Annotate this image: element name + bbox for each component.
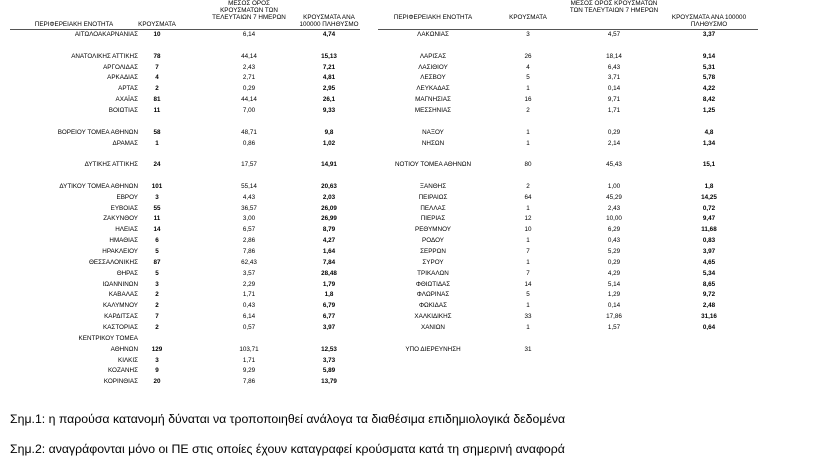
right-region-cell: ΜΑΓΝΗΣΙΑΣ [415,96,451,104]
left-row [10,183,360,192]
right-region-cell: ΤΡΙΚΑΛΩΝ [417,269,449,277]
left-avg7-cell: 36,57 [241,204,257,212]
right-cases-cell: 1 [526,139,530,147]
left-avg7-cell: 6,14 [242,313,256,321]
right-cases-cell: 5 [526,291,530,299]
left-avg7-cell: 3,00 [242,215,256,223]
left-per100k-cell: 14,91 [321,161,337,169]
left-avg7-cell: 62,43 [241,258,257,266]
right-row [378,107,758,116]
header-region-right: ΠΕΡΙΦΕΡΕΙΑΚΗ ΕΝΟΤΗΤΑ [393,14,473,21]
left-per100k-cell: 7,84 [322,258,336,266]
left-per100k-cell: 13,79 [321,378,337,386]
left-cases-cell: 58 [153,128,161,136]
right-region-cell: ΛΑΚΩΝΙΑΣ [417,31,449,38]
right-per100k-cell: 1,25 [702,106,716,114]
left-row [10,74,360,83]
left-cases-cell: 20 [153,378,161,386]
right-avg7-cell: 1,71 [607,106,621,114]
right-per100k-cell: 9,72 [702,291,716,299]
right-region-cell: ΧΑΝΙΩΝ [421,323,445,331]
right-region-cell: ΜΕΣΣΗΝΙΑΣ [414,106,452,114]
left-per100k-cell: 15,13 [321,52,337,60]
header-per100k-right: ΚΡΟΥΣΜΑΤΑ ΑΝΑ 100000 ΠΛΗΘΥΣΜΟ [671,14,747,29]
right-cases-cell: 14 [524,280,532,288]
right-table-header [378,0,758,30]
left-row [10,96,360,105]
left-per100k-cell: 3,73 [322,356,336,364]
right-cases-cell: 4 [526,63,530,71]
right-row [378,313,758,322]
left-region-cell: ΚΟΖΑΝΗΣ [108,367,138,375]
left-avg7-cell: 9,29 [242,367,256,375]
left-per100k-cell: 1,64 [322,248,336,255]
right-row [378,140,758,149]
right-per100k-cell: 1,8 [704,182,714,190]
left-cases-cell: 101 [151,182,163,190]
left-avg7-cell: 2,71 [242,74,256,82]
right-avg7-cell: 5,29 [607,248,621,255]
left-cases-cell: 11 [153,215,161,223]
left-row [10,161,360,170]
right-row [378,183,758,192]
right-avg7-cell: 10,00 [606,215,622,223]
left-cases-cell: 2 [155,291,159,299]
right-per100k-cell: 4,8 [704,128,714,136]
right-avg7-cell: 1,57 [607,323,621,331]
right-row [378,205,758,214]
right-cases-cell: 80 [524,161,532,169]
left-per100k-cell: 2,95 [322,85,336,93]
right-row [378,215,758,224]
right-per100k-cell: 0,83 [702,237,716,245]
left-region-cell: ΗΡΑΚΛΕΙΟΥ [102,248,138,255]
left-region-cell: ΕΒΡΟΥ [116,193,138,201]
left-region-cell: ΚΕΝΤΡΙΚΟΥ ΤΟΜΕΑ [78,334,138,342]
right-per100k-cell: 15,1 [702,161,716,169]
right-cases-cell: 1 [526,237,530,245]
right-region-cell: ΥΠΟ ΔΙΕΡΕΥΝΗΣΗ [405,345,461,353]
right-region-cell: ΛΑΣΙΘΙΟΥ [418,63,448,71]
left-region-cell: ΕΥΒΟΙΑΣ [110,204,138,212]
right-row [378,64,758,73]
right-per100k-cell: 3,97 [702,248,716,255]
left-region-cell: ΚΙΛΚΙΣ [118,356,138,364]
left-row [10,215,360,224]
left-per100k-cell: 1,8 [324,291,334,299]
left-row [10,248,360,257]
left-row [10,346,360,355]
right-region-cell: ΧΑΛΚΙΔΙΚΗΣ [414,313,452,321]
left-region-cell: ΙΩΑΝΝΙΝΩΝ [102,280,138,288]
left-region-cell: ΒΟΡΕΙΟΥ ΤΟΜΕΑ ΑΘΗΝΩΝ [57,128,138,136]
left-avg7-cell: 2,29 [242,280,256,288]
left-row [10,291,360,300]
right-avg7-cell: 6,29 [607,226,621,234]
left-cases-cell: 78 [153,52,161,60]
left-region-cell: ΑΡΓΟΛΙΔΑΣ [103,63,138,71]
left-avg7-cell: 0,57 [242,323,256,331]
left-avg7-cell: 0,43 [242,302,256,310]
right-region-cell: ΠΙΕΡΙΑΣ [420,215,446,223]
left-region-cell: ΚΑΛΥΜΝΟΥ [102,302,138,310]
left-cases-cell: 7 [155,63,159,71]
right-row [378,346,758,355]
left-per100k-cell: 6,79 [322,302,336,310]
left-per100k-cell: 9,8 [324,128,334,136]
left-per100k-cell: 20,63 [321,182,337,190]
left-row [10,194,360,203]
right-avg7-cell: 3,71 [607,74,621,82]
left-row [10,237,360,246]
left-cases-cell: 3 [155,193,159,201]
left-row [10,140,360,149]
left-region-cell: ΑΧΑΪΑΣ [115,96,138,104]
left-region-cell: ΔΥΤΙΚΗΣ ΑΤΤΙΚΗΣ [84,161,138,169]
left-row [10,302,360,311]
right-cases-cell: 1 [526,128,530,136]
left-avg7-cell: 4,43 [242,193,256,201]
left-region-cell: ΘΗΡΑΣ [116,269,138,277]
left-per100k-cell: 12,53 [321,345,337,353]
right-cases-cell: 10 [524,226,532,234]
left-per100k-cell: 9,33 [322,106,336,114]
left-row [10,226,360,235]
right-region-cell: ΝΗΣΩΝ [421,139,445,147]
left-avg7-cell: 7,86 [242,248,256,255]
left-per100k-cell: 28,48 [321,269,337,277]
right-per100k-cell: 9,14 [702,52,716,60]
right-cases-cell: 1 [526,204,530,212]
left-avg7-cell: 7,86 [242,378,256,386]
right-per100k-cell: 3,37 [702,31,716,38]
right-row [378,237,758,246]
left-cases-cell: 2 [155,302,159,310]
header-cases-right: ΚΡΟΥΣΜΑΤΑ [509,14,547,21]
left-row [10,107,360,116]
right-region-cell: ΦΩΚΙΔΑΣ [419,302,447,310]
left-cases-cell: 81 [153,96,161,104]
left-avg7-cell: 2,86 [242,237,256,245]
left-row [10,367,360,376]
left-per100k-cell: 1,79 [322,280,336,288]
left-cases-cell: 7 [155,313,159,321]
right-row [378,302,758,311]
left-per100k-cell: 26,09 [321,204,337,212]
header-cases: ΚΡΟΥΣΜΑΤΑ [138,21,176,28]
right-region-cell: ΝΟΤΙΟΥ ΤΟΜΕΑ ΑΘΗΝΩΝ [394,161,472,169]
left-cases-cell: 1 [155,139,159,147]
header-avg7-right: ΜΕΣΟΣ ΟΡΟΣ ΚΡΟΥΣΜΑΤΩΝ ΤΩΝ ΤΕΛΕΥΤΑΙΩΝ 7 ΗΜΕΡΩΝ [569,0,659,15]
left-region-cell: ΒΟΙΩΤΙΑΣ [108,106,138,114]
right-cases-cell: 31 [524,345,532,353]
left-avg7-cell: 7,00 [242,106,256,114]
right-avg7-cell: 45,43 [606,161,622,169]
right-per100k-cell: 0,64 [702,323,716,331]
left-region-cell: ΚΑΣΤΟΡΙΑΣ [103,323,138,331]
header-per100k: ΚΡΟΥΣΜΑΤΑ ΑΝΑ 100000 ΠΛΗΘΥΣΜΟ [299,14,359,29]
left-cases-cell: 11 [153,106,161,114]
left-cases-cell: 24 [153,161,161,169]
right-per100k-cell: 0,72 [702,204,716,212]
right-avg7-cell: 0,43 [607,237,621,245]
left-per100k-cell: 1,02 [322,139,336,147]
right-avg7-cell: 17,86 [606,313,622,321]
right-per100k-cell: 8,42 [702,96,716,104]
right-avg7-cell: 4,57 [607,31,621,38]
left-row [10,259,360,268]
left-avg7-cell: 44,14 [241,52,257,60]
left-avg7-cell: 103,71 [239,345,259,353]
left-row [10,129,360,138]
right-cases-cell: 2 [526,182,530,190]
left-per100k-cell: 4,81 [322,74,336,82]
right-region-cell: ΡΟΔΟΥ [422,237,444,245]
right-avg7-cell: 45,29 [606,193,622,201]
right-per100k-cell: 11,68 [701,226,717,234]
left-avg7-cell: 6,57 [242,226,256,234]
right-row [378,129,758,138]
left-avg7-cell: 44,14 [241,96,257,104]
left-cases-cell: 10 [153,31,161,38]
left-region-cell: ΖΑΚΥΝΘΟΥ [103,215,138,223]
left-cases-cell: 5 [155,248,159,255]
left-cases-cell: 4 [155,74,159,82]
left-cases-cell: 87 [153,258,161,266]
right-region-cell: ΛΕΥΚΑΔΑΣ [416,85,450,93]
right-cases-cell: 26 [524,52,532,60]
right-per100k-cell: 4,65 [702,258,716,266]
right-avg7-cell: 1,29 [607,291,621,299]
right-row [378,324,758,333]
left-region-cell: ΚΟΡΙΝΘΙΑΣ [103,378,138,386]
left-row [10,64,360,73]
left-cases-cell: 14 [153,226,161,234]
right-per100k-cell: 2,48 [702,302,716,310]
left-row [10,85,360,94]
right-avg7-cell: 2,43 [607,204,621,212]
right-avg7-cell: 9,71 [607,96,621,104]
left-row [10,378,360,387]
header-region: ΠΕΡΙΦΕΡΕΙΑΚΗ ΕΝΟΤΗΤΑ [34,21,114,28]
left-region-cell: ΑΘΗΝΩΝ [110,345,138,353]
right-per100k-cell: 9,47 [702,215,716,223]
right-table [378,0,758,390]
left-region-cell: ΗΜΑΘΙΑΣ [109,237,138,245]
right-cases-cell: 3 [526,31,530,38]
right-region-cell: ΛΕΣΒΟΥ [420,74,446,82]
left-per100k-cell: 4,74 [322,31,336,38]
right-region-cell: ΦΘΙΩΤΙΔΑΣ [415,280,451,288]
left-per100k-cell: 26,99 [321,215,337,223]
right-avg7-cell: 1,00 [607,182,621,190]
right-region-cell: ΞΑΝΘΗΣ [419,182,447,190]
right-avg7-cell: 0,14 [607,85,621,93]
left-avg7-cell: 6,14 [242,31,256,38]
right-row [378,281,758,290]
left-cases-cell: 2 [155,323,159,331]
left-row [10,281,360,290]
left-row [10,205,360,214]
right-per100k-cell: 5,78 [702,74,716,82]
left-row [10,324,360,333]
left-region-cell: ΑΡΤΑΣ [118,85,138,93]
right-row [378,226,758,235]
left-cases-cell: 129 [151,345,163,353]
right-row [378,53,758,62]
left-avg7-cell: 0,86 [242,139,256,147]
left-table [10,0,360,390]
left-cases-cell: 3 [155,356,159,364]
left-avg7-cell: 48,71 [241,128,257,136]
right-avg7-cell: 2,14 [607,139,621,147]
left-per100k-cell: 8,79 [322,226,336,234]
right-avg7-cell: 0,29 [607,258,621,266]
right-cases-cell: 1 [526,323,530,331]
right-region-cell: ΠΕΛΛΑΣ [420,204,446,212]
right-region-cell: ΣΕΡΡΩΝ [420,248,446,255]
right-per100k-cell: 4,22 [702,85,716,93]
right-row [378,74,758,83]
right-region-cell: ΦΛΩΡΙΝΑΣ [416,291,450,299]
right-row [378,291,758,300]
left-avg7-cell: 55,14 [241,182,257,190]
left-cases-cell: 5 [155,269,159,277]
right-region-cell: ΣΥΡΟΥ [422,258,444,266]
left-cases-cell: 6 [155,237,159,245]
left-region-cell: ΚΑΡΔΙΤΣΑΣ [104,313,138,321]
left-per100k-cell: 7,21 [322,63,336,71]
left-region-cell: ΑΝΑΤΟΛΙΚΗΣ ΑΤΤΙΚΗΣ [71,52,138,60]
right-cases-cell: 33 [524,313,532,321]
left-region-cell: ΗΛΕΙΑΣ [115,226,138,234]
note-1: Σημ.1: η παρούσα κατανομή δύναται να τροποποιηθεί ανάλογα τα διαθέσιμα επιδημιολογικά δεδομένα [10,412,566,426]
right-avg7-cell: 6,43 [607,63,621,71]
right-region-cell: ΝΑΞΟΥ [422,128,444,136]
right-row [378,259,758,268]
left-region-cell: ΑΡΚΑΔΙΑΣ [107,74,138,82]
right-row [378,194,758,203]
right-cases-cell: 16 [524,96,532,104]
right-cases-cell: 12 [524,215,532,223]
right-cases-cell: 2 [526,106,530,114]
left-per100k-cell: 6,77 [322,313,336,321]
left-table-header [10,0,360,30]
left-region-cell: ΔΡΑΜΑΣ [112,139,138,147]
right-cases-cell: 1 [526,85,530,93]
left-row [10,357,360,366]
right-row [378,31,758,40]
left-region-cell: ΔΥΤΙΚΟΥ ΤΟΜΕΑ ΑΘΗΝΩΝ [59,182,138,190]
right-cases-cell: 1 [526,258,530,266]
header-avg7: ΜΕΣΟΣ ΟΡΟΣ ΚΡΟΥΣΜΑΤΩΝ ΤΩΝ ΤΕΛΕΥΤΑΙΩΝ 7 ΗΜΕΡΩΝ [212,0,286,22]
right-row [378,85,758,94]
left-region-cell: ΑΙΤΩΛΟΑΚΑΡΝΑΝΙΑΣ [74,31,138,38]
left-cases-cell: 55 [153,204,161,212]
left-avg7-cell: 2,43 [242,63,256,71]
left-per100k-cell: 4,27 [322,237,336,245]
right-cases-cell: 7 [526,248,530,255]
right-region-cell: ΠΕΙΡΑΙΩΣ [418,193,448,201]
left-row [10,270,360,279]
left-row [10,31,360,40]
left-row [10,53,360,62]
right-avg7-cell: 0,14 [607,302,621,310]
left-avg7-cell: 1,71 [242,356,256,364]
left-avg7-cell: 0,29 [242,85,256,93]
right-region-cell: ΡΕΘΥΜΝΟΥ [415,226,451,234]
right-row [378,270,758,279]
right-row [378,161,758,170]
right-cases-cell: 64 [524,193,532,201]
right-per100k-cell: 14,25 [701,193,717,201]
right-per100k-cell: 31,16 [701,313,717,321]
right-avg7-cell: 18,14 [606,52,622,60]
left-cases-cell: 2 [155,85,159,93]
left-cases-cell: 3 [155,280,159,288]
right-row [378,96,758,105]
left-per100k-cell: 3,97 [322,323,336,331]
left-cases-cell: 9 [155,367,159,375]
right-per100k-cell: 1,34 [702,139,716,147]
right-avg7-cell: 0,29 [607,128,621,136]
left-avg7-cell: 3,57 [242,269,256,277]
right-cases-cell: 7 [526,269,530,277]
left-row [10,313,360,322]
left-avg7-cell: 1,71 [242,291,256,299]
right-per100k-cell: 5,31 [702,63,716,71]
left-per100k-cell: 2,03 [322,193,336,201]
left-per100k-cell: 26,1 [322,96,336,104]
right-row [378,248,758,257]
right-cases-cell: 1 [526,302,530,310]
left-region-cell: ΘΕΣΣΑΛΟΝΙΚΗΣ [89,258,138,266]
right-per100k-cell: 8,65 [702,280,716,288]
right-cases-cell: 5 [526,74,530,82]
left-avg7-cell: 17,57 [241,161,257,169]
note-2: Σημ.2: αναγράφονται μόνο οι ΠΕ στις οποίες έχουν καταγραφεί κρούσματα κατά τη σημερινή αναφορά [10,442,565,456]
right-avg7-cell: 5,14 [607,280,621,288]
right-per100k-cell: 5,34 [702,269,716,277]
left-per100k-cell: 5,89 [322,367,336,375]
right-avg7-cell: 4,29 [607,269,621,277]
left-region-cell: ΚΑΒΑΛΑΣ [108,291,138,299]
right-region-cell: ΛΑΡΙΣΑΣ [419,52,447,60]
left-row [10,335,360,344]
